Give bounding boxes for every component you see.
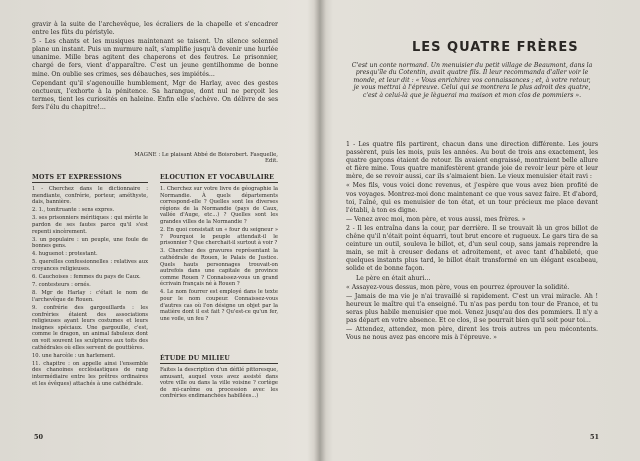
divider [160, 182, 278, 183]
divider [160, 363, 278, 364]
paragraph: Cependant qu'il s'agenouille humblement, Mgr de Harlay, avec des gestes onctueux, l'exhorte à la pénitence. Sa harangue, dont nul ne perçoit les termes, tient les curiosités en haleine. Enfin elle s'achève. On délivre de ses fers l'élu du chapitre!... [32, 79, 278, 111]
list-item: 7. contesteurs : ornés. [32, 282, 91, 289]
paragraph: — Attendez, attendez, mon père, dirent les trois autres un peu mécontents. Vous ne nous avez pas encore mis à l'épreuve. » [346, 326, 598, 342]
intro-text: C'est un conte normand. Un menuisier du petit village de Beaumont, dans la presqu'île du Cotentin, avait quatre fils. Il leur recommanda d'aller voir le monde, et leur dit : « Vous enrichirez vos connaissances ; et, à votre retour, je vous mettrai à l'épreuve. Celui qui se montrera le plus adroit des quatre, c'est à celui-là que je lèguerai ma maison et mon clos de pommiers ». [351, 62, 593, 99]
story-text [346, 141, 598, 342]
list-item: 3. ses prisonniers méritiques : qui mérite le pardon de ses fautes parce qu'il s'est repenti sincèrement. [32, 215, 148, 235]
list-item: 1 - Cherchez dans le dictionnaire : mendiante, confrérie, porteur, améthyste, dais, bannière. [32, 186, 148, 206]
list-item: 1. Cherchez sur votre livre de géographie la Normandie. À quels départements correspond-elle ? Quelles sont les diverses régions de la Normandie (pays de Caux, vallée d'Auge, etc...) ? Quelles sont les grandes villes de la Normandie ? [160, 186, 278, 225]
mots-heading: MOTS ET EXPRESSIONS [32, 174, 122, 181]
mots-list [32, 186, 148, 389]
paragraph: « Assayez-vous dessus, mon père, vous en pourrez éprouver la solidité. [346, 283, 570, 291]
paragraph: — Jamais de ma vie je n'ai travaillé si rapidement. C'est un vrai miracle. Ah ! heureux le maître qui t'a enseigné. Tu n'as pas perdu ton tour de France, et tu seras plus habile menuisier que moi. Venez jusqu'au dos des pommiers. Il n'y a pas départ en votre absence. Et ce clos, il se pourrait bien qu'il soit pour toi... [346, 292, 598, 324]
paragraph: 5 - Les chants et les musiques maintenant se taisent. Un silence solennel plane un instant. Puis un murmure naît, s'amplifie jusqu'à devenir une hurlée unanime. Mille bras agitent des chaperons et des feutres. Le prisonnier, chargé de fers, vient d'apparaître. C'est un jeune gentilhomme de bonne mine. On oublie ses crimes, ses débauches, ses impiétés... [32, 38, 278, 78]
list-item: 10. une harcèle : un harlement. [32, 352, 115, 359]
list-item: 4. Le nom fourrer est employé dans le texte pour le nom coupeur. Connaissez-vous d'autres cas où l'on désigne un objet par la matière dont il est fait ? Qu'est-ce qu'un fer, une voile, un feu ? [160, 289, 278, 322]
list-item: 2. En quoi consistait un « four du seigneur » ? Pourquoi le peuple attendait-il le prisonnier ? Que cherchait-il surtout à voir ? [160, 227, 278, 247]
paragraph: — Venez avec moi, mon père, et vous aussi, mes frères. » [346, 215, 526, 223]
paragraph: 2 - Il les entraîna dans la cour, par derrière. Il se trouvait là un gros billot de chêne qu'il n'était point équarri, tout brut encore et rugueux. Le gars tira de sa ceinture un outil, souleva le billot, et, d'un seul coup, sans jamais reprendre la main, se mit à creuser dedans et adroitement, et avec tant d'habileté, que quelques instants plus tard, le billot était transformé en un élégant escabeau, solide et de bonne façon. [346, 224, 598, 273]
opening-text [32, 21, 278, 112]
page-title: LES QUATRE FRÈRES [412, 40, 579, 55]
list-item: 3. Cherchez des gravures représentant la cathédrale de Rouen, le Palais de Justice. Quels hauts personnages trouvait-on autrefois dans une capitale de province comme Rouen ? Connaissez-vous un grand écrivain français né à Rouen ? [160, 248, 278, 288]
list-item: 5. querelles confessionnelles : relatives aux croyances religieuses. [32, 259, 148, 273]
divider [32, 182, 148, 183]
elocution-heading: ELOCUTION ET VOCABULAIRE [160, 174, 275, 181]
list-item: 8. Mgr de Harlay : c'était le nom de l'archevêque de Rouen. [32, 290, 148, 303]
list-item: 11. chapitre : on appelle ainsi l'ensemble des chanoines ecclésiastiques de rang intermédiaire entre les prêtres ordinaires et les évêques) attachés à une cathédrale. [32, 360, 148, 387]
left-page [0, 0, 318, 461]
list-item: 9. confrérie des gargouillards : les confréries étaient des associations religieuses ayant leurs costumes et leurs insignes spéciaux. Une gargouille, c'est, comme le dragon, un animal fabuleux dont on voit souvent les sculptures aux toits des cathédrales où elles servent de gouttières. [32, 305, 148, 351]
right-page [322, 0, 640, 461]
attribution: MAGNE : Le plaisant Abbé de Boisrobert. Fasquelle, Edit. [134, 152, 278, 164]
elocution-list [160, 186, 278, 324]
list-item: 4. huguenot : protestant. [32, 251, 98, 258]
paragraph: « Mes fils, vous voici donc revenus, et j'espère que vous avez bien profité de vos voyages. Montrez-moi donc maintenant ce que vous savez faire. Et d'abord, toi, l'aîné, qui es menuisier de ton état, et un tour précieux me place devant l'établi, à ton es digne. [346, 182, 598, 214]
paragraph: 1 - Les quatre fils partirent, chacun dans une direction différente. Les jours passèrent, puis les mois, puis les années. Au bout de trois ans exactement, les quatre garçons étaient de retour. Ils avaient engraissé, montraient belle allure et fière mine. Tous quatre manifestèrent grande joie de revoir leur père et leur mère, de se revoir aussi, car ils s'aimaient bien. Le vieux menuisier était ravi : [346, 141, 598, 181]
list-item: 2. 1., tonitruante : sens expres. [32, 207, 115, 214]
page-number: 50 [34, 433, 44, 441]
etude-text: Faites la description d'un défilé pittoresque, amusant, auquel vous avez assisté dans votre ville ou dans la ville voisine ? cortège de mi-carême ou procession avec les confréries endimanchées habillées...) [160, 367, 278, 400]
paragraph: Le père en était ahuri... [356, 274, 431, 282]
etude-heading: ÉTUDE DU MILIEU [160, 355, 230, 362]
list-item: 6. Cauchoises : femmes du pays de Caux. [32, 274, 141, 281]
paragraph: gravir à la suite de l'archevêque, les écraliers de la chapelle et s'encadrer entre les fûts du péristyle. [32, 21, 278, 37]
list-item: 3. un populaire : un peuple, une foule de bonnes gens. [32, 236, 148, 250]
page-number: 51 [590, 433, 600, 441]
